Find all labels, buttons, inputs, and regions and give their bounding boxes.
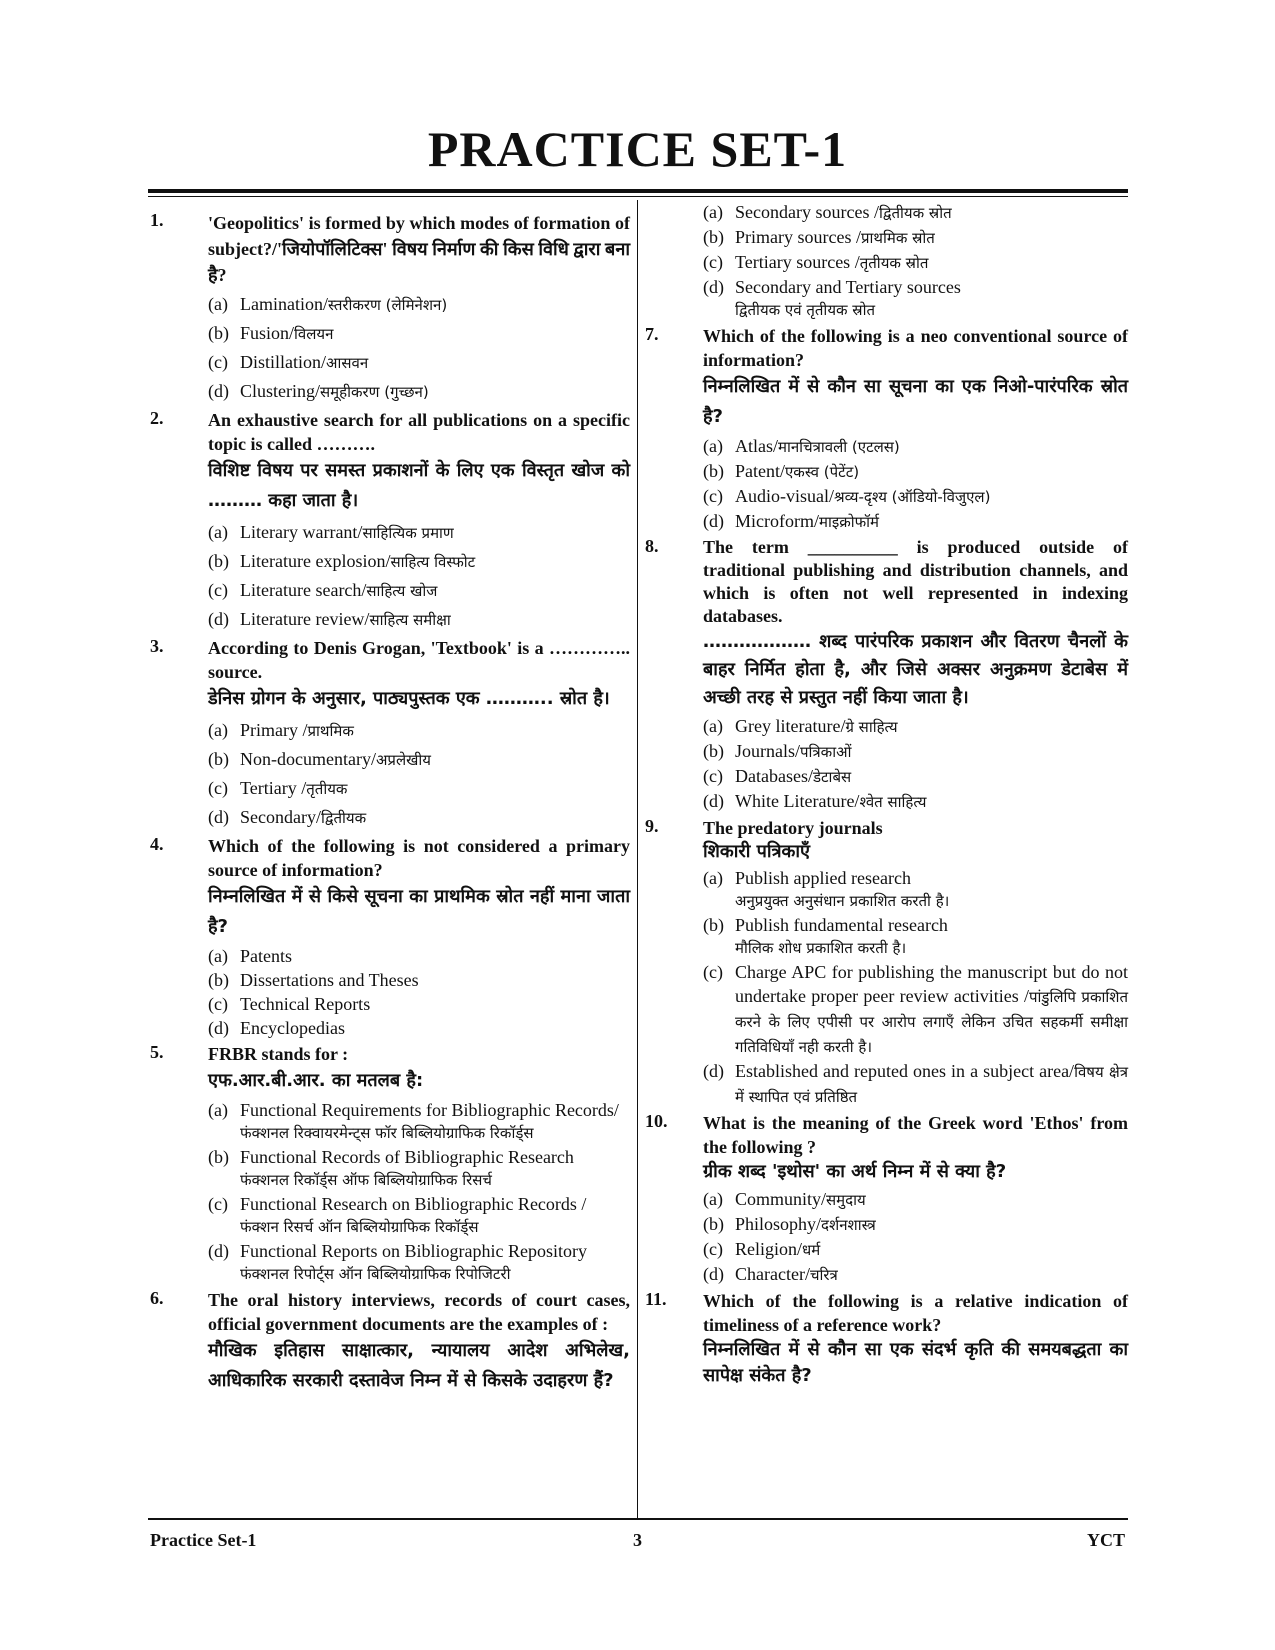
footer-set-label: Practice Set-1	[150, 1530, 257, 1550]
option: (b) Journals/पत्रिकाओं	[703, 741, 852, 761]
options-list	[208, 944, 630, 1040]
option: (b) Patent/एकस्व (पेटेंट)	[703, 461, 860, 481]
question-number: 2.	[150, 408, 164, 428]
question-6-options	[645, 200, 1128, 322]
options-list	[208, 518, 630, 634]
question-number: 7.	[645, 324, 659, 344]
option: (a) Lamination/स्तरीकरण (लेमिनेशन)	[208, 294, 448, 314]
option: (b) Publish fundamental research मौलिक शोध प्रकाशित करती है।	[703, 915, 948, 957]
option: (a) Atlas/मानचित्रावली (एटलस)	[703, 436, 900, 456]
question-text: What is the meaning of the Greek word 'Ethos' from the following ?	[703, 1113, 1128, 1157]
question-number: 8.	[645, 536, 659, 556]
option: (c) Technical Reports	[208, 994, 371, 1014]
options-list	[703, 200, 1128, 322]
right-column	[645, 200, 1128, 1389]
question-number: 4.	[150, 834, 164, 854]
option: (c) Charge APC for publishing the manuscript but do not undertake proper peer review activities /पांडुलिपि प्रकाशित करने के लिए एपीसी पर आरोप लगाएँ लेकिन उचित सहकर्मी समीक्षा गतिविधियाँ नही करती है।	[703, 962, 1128, 1056]
question-number: 9.	[645, 816, 659, 836]
question-8	[645, 536, 1128, 814]
option: (b) Philosophy/दर्शनशास्त्र	[703, 1214, 876, 1234]
option: (a) Publish applied research अनुप्रयुक्त अनुसंधान प्रकाशित करती है।	[703, 868, 950, 910]
question-text-hindi: एफ.आर.बी.आर. का मतलब है:	[208, 1070, 424, 1091]
question-text-hindi: ……………… शब्द पारंपरिक प्रकाशन और वितरण चैनलों के बाहर निर्मित होता है, और जिसे अक्सर अनुक्रमण डेटाबेस में अच्छी तरह से प्रस्तुत नहीं किया जाता है।	[703, 631, 1128, 708]
option: (c) Databases/डेटाबेस	[703, 766, 852, 786]
question-text-hindi: निम्नलिखित में से कौन सा एक संदर्भ कृति की समयबद्धता का सापेक्ष संकेत है?	[703, 1339, 1128, 1386]
question-3	[150, 636, 630, 832]
question-text: The predatory journals	[703, 818, 883, 838]
option: (b) Functional Records of Bibliographic Research फंक्शनल रिकॉर्ड्स ऑफ बिब्लियोग्राफिक रिसर्च	[208, 1147, 574, 1189]
option: (a) Patents	[208, 946, 292, 966]
question-number: 5.	[150, 1042, 164, 1062]
option: (d) Secondary/द्वितीयक	[208, 807, 367, 827]
question-text: Which of the following is a relative indication of timeliness of a reference work?	[703, 1291, 1128, 1335]
question-number: 6.	[150, 1288, 164, 1308]
question-text-hindi: डेनिस ग्रोगन के अनुसार, पाठ्यपुस्तक एक ……….. स्रोत है।	[208, 688, 610, 709]
option: (d) Clustering/समूहीकरण (गुच्छन)	[208, 381, 429, 401]
option: (b) Primary sources /प्राथमिक स्रोत	[703, 227, 935, 247]
question-11	[645, 1289, 1128, 1389]
question-text-hindi: निम्नलिखित में से किसे सूचना का प्राथमिक स्रोत नहीं माना जाता है?	[208, 886, 630, 937]
question-text-hindi: ग्रीक शब्द 'इथोस' का अर्थ निम्न में से क्या है?	[703, 1161, 1007, 1182]
option: (b) Dissertations and Theses	[208, 970, 419, 990]
option: (d) Literature review/साहित्य समीक्षा	[208, 609, 451, 629]
option: (b) Non-documentary/अप्रलेखीय	[208, 749, 431, 769]
page-number: 3	[633, 1530, 642, 1550]
question-4	[150, 834, 630, 1040]
option: (d) Microform/माइक्रोफॉर्म	[703, 511, 880, 531]
question-text: The oral history interviews, records of court cases, official government documents are the examples of :	[208, 1290, 630, 1334]
question-text: The term __________ is produced outside of traditional publishing and distribution channels, and which is often not well represented in indexing databases.	[703, 537, 1128, 626]
question-5	[150, 1042, 630, 1286]
option: (d) White Literature/श्वेत साहित्य	[703, 791, 927, 811]
options-list	[703, 866, 1128, 1109]
options-list	[703, 434, 1128, 534]
options-list	[208, 1098, 630, 1286]
question-text: Which of the following is not considered a primary source of information?	[208, 836, 630, 880]
question-6	[150, 1288, 630, 1396]
option: (c) Functional Research on Bibliographic Records / फंक्शन रिसर्च ऑन बिब्लियोग्राफिक रिकॉर्ड्स	[208, 1194, 587, 1236]
question-2	[150, 408, 630, 634]
title-rule	[148, 189, 1128, 197]
option: (b) Fusion/विलयन	[208, 323, 334, 343]
question-number: 11.	[645, 1289, 667, 1309]
left-column	[150, 210, 630, 1396]
option: (c) Tertiary sources /तृतीयक स्रोत	[703, 252, 929, 272]
option: (a) Literary warrant/साहित्यिक प्रमाण	[208, 522, 454, 542]
footer-rule	[148, 1518, 1128, 1520]
option: (a) Secondary sources /द्वितीयक स्रोत	[703, 202, 952, 222]
options-list	[703, 1187, 1128, 1287]
question-text: Which of the following is a neo conventional source of information?	[703, 326, 1128, 370]
option: (c) Religion/धर्म	[703, 1239, 821, 1259]
question-text-hindi: विशिष्ट विषय पर समस्त प्रकाशनों के लिए एक विस्तृत खोज को ……… कहा जाता है।	[208, 460, 630, 511]
option: (a) Grey literature/ग्रे साहित्य	[703, 716, 898, 736]
question-number: 10.	[645, 1111, 668, 1131]
option: (a) Primary /प्राथमिक	[208, 720, 354, 740]
option: (a) Community/समुदाय	[703, 1189, 866, 1209]
question-9	[645, 816, 1128, 1109]
page-title: PRACTICE SET-1	[427, 121, 848, 177]
question-text: FRBR stands for :	[208, 1044, 349, 1064]
question-10	[645, 1111, 1128, 1287]
question-7	[645, 324, 1128, 534]
option: (c) Tertiary /तृतीयक	[208, 778, 348, 798]
option: (d) Secondary and Tertiary sources द्वितीयक एवं तृतीयक स्रोत	[703, 277, 961, 319]
options-list	[703, 714, 1128, 814]
option: (d) Functional Reports on Bibliographic Repository फंक्शनल रिपोर्ट्स ऑन बिब्लियोग्राफिक रिपोजिटरी	[208, 1241, 587, 1283]
footer-publisher: YCT	[1086, 1530, 1125, 1550]
option: (c) Audio-visual/श्रव्य-दृश्य (ऑडियो-विजुएल)	[703, 486, 991, 506]
option: (d) Established and reputed ones in a subject area/विषय क्षेत्र में स्थापित एवं प्रतिष्ठित	[703, 1061, 1128, 1106]
question-1	[150, 210, 630, 406]
option: (c) Distillation/आसवन	[208, 352, 369, 372]
option: (b) Literature explosion/साहित्य विस्फोट	[208, 551, 476, 571]
option: (c) Literature search/साहित्य खोज	[208, 580, 438, 600]
option: (a) Functional Requirements for Bibliographic Records/ फंक्शनल रिक्वायरमेन्ट्स फॉर बिब्लियोग्राफिक रिकॉर्ड्स	[208, 1100, 619, 1142]
question-text: An exhaustive search for all publications on a specific topic is called ……….	[208, 410, 630, 454]
option: (d) Character/चरित्र	[703, 1264, 838, 1284]
question-text-hindi: निम्नलिखित में से कौन सा सूचना का एक निओ-पारंपरिक स्रोत है?	[703, 376, 1128, 427]
question-text: According to Denis Grogan, 'Textbook' is a ………….. source.	[208, 638, 630, 682]
question-text-hindi: शिकारी पत्रिकाएँ	[703, 841, 810, 862]
question-text: 'Geopolitics' is formed by which modes of formation of subject?/'जियोपॉलिटिक्स' विषय निर्माण की किस विधि द्वारा बना है?	[208, 213, 630, 285]
options-list	[208, 716, 630, 832]
question-number: 3.	[150, 636, 164, 656]
column-divider	[637, 200, 638, 1518]
question-text-hindi: मौखिक इतिहास साक्षात्कार, न्यायालय आदेश अभिलेख, आधिकारिक सरकारी दस्तावेज निम्न में से किसके उदाहरण हैं?	[208, 1340, 630, 1391]
options-list	[208, 290, 630, 406]
question-number: 1.	[150, 210, 164, 230]
option: (d) Encyclopedias	[208, 1018, 345, 1038]
